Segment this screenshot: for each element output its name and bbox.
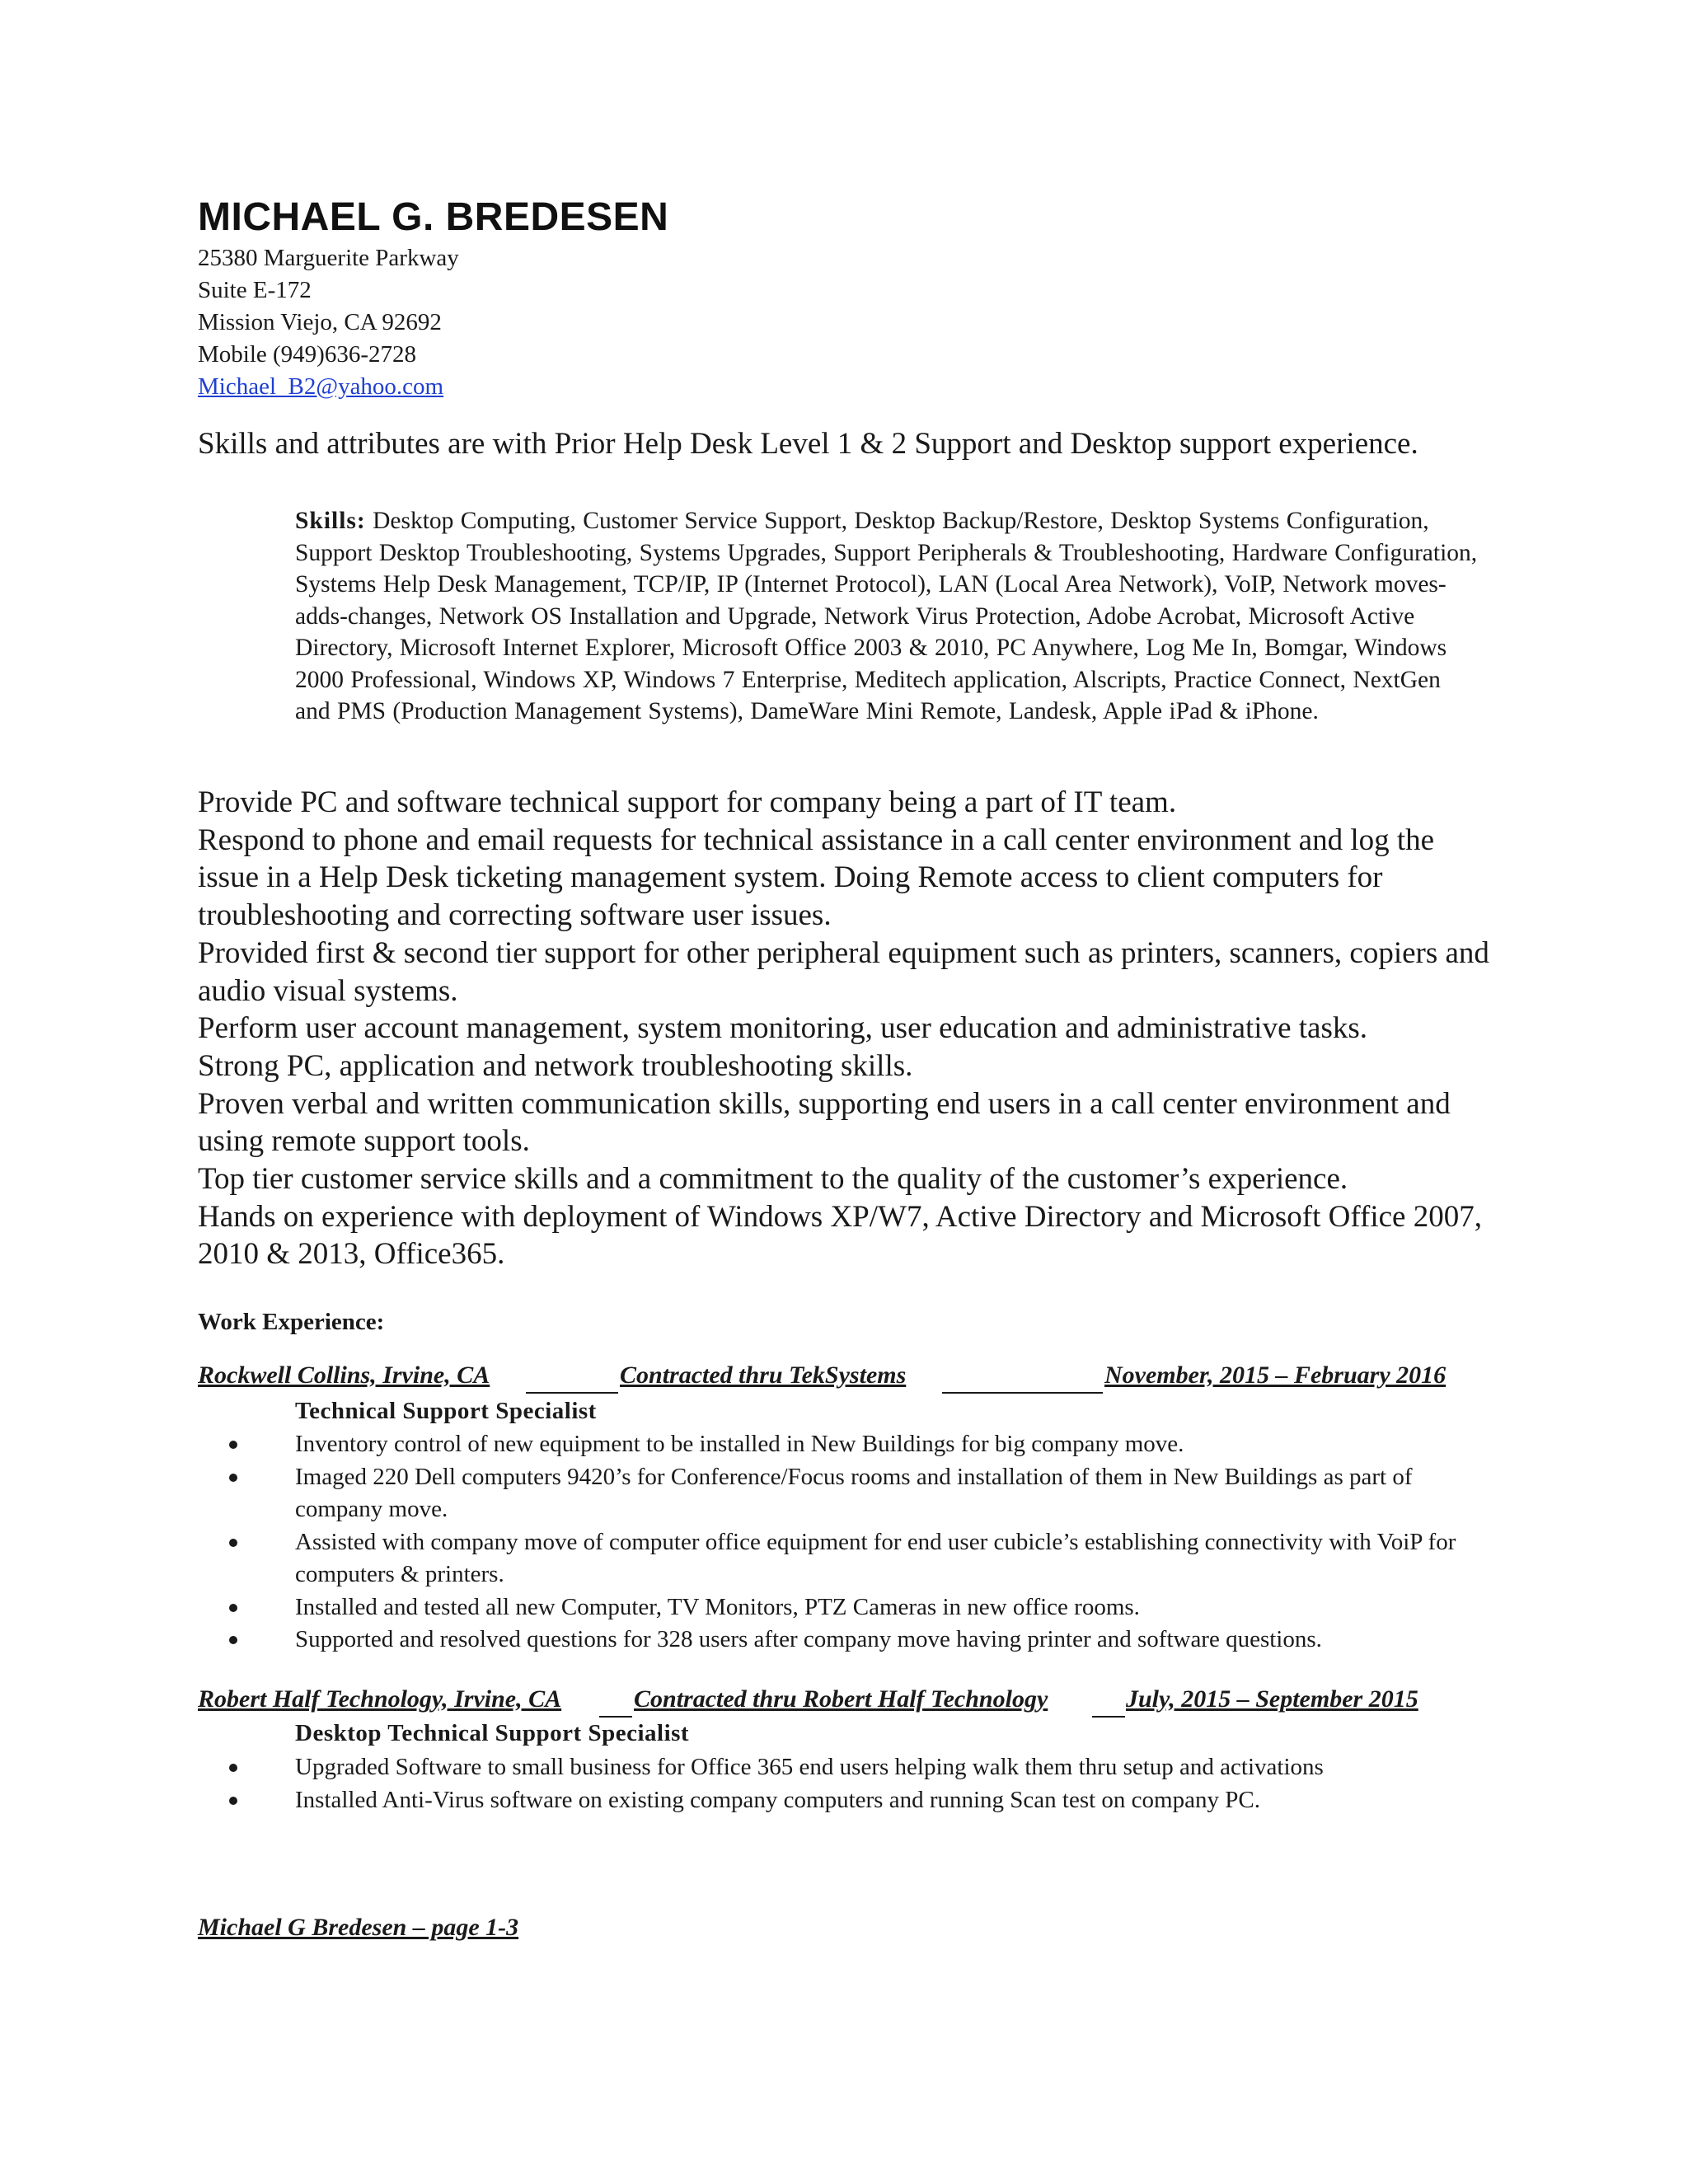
skills-label: Skills: (295, 508, 366, 534)
phone-number: Mobile (949)636-2728 (198, 341, 416, 368)
job-contract: Contracted thru Robert Half Technology (634, 1685, 1048, 1713)
skills-paragraph (295, 505, 1482, 728)
applicant-name: MICHAEL G. BREDESEN (198, 195, 669, 239)
summary-line: Hands on experience with deployment of Windows XP/W7, Active Directory and Microsoft Office 2007, 2010 & 2013, Office365. (198, 1199, 1482, 1272)
address-line-3: Mission Viejo, CA 92692 (198, 309, 442, 335)
email-link[interactable]: Michael_B2@yahoo.com (198, 373, 444, 400)
job-dates: November, 2015 – February 2016 (1104, 1361, 1447, 1389)
underline-gap (599, 1716, 632, 1718)
list-item: Upgraded Software to small business for Office 365 end users helping walk them thru setup and activations (229, 1751, 1490, 1784)
job-contract: Contracted thru TekSystems (620, 1361, 907, 1389)
job-company: Rockwell Collins, Irvine, CA (198, 1361, 490, 1389)
address-line-1: 25380 Marguerite Parkway (198, 245, 459, 271)
list-item: Supported and resolved questions for 328 users after company move having printer and software questions. (229, 1624, 1490, 1657)
job-title: Technical Support Specialist (295, 1398, 597, 1424)
list-item: Installed and tested all new Computer, TV Monitors, PTZ Cameras in new office rooms. (229, 1591, 1490, 1624)
work-experience-heading: Work Experience: (198, 1309, 385, 1335)
underline-gap (1092, 1716, 1125, 1718)
job-header (198, 1685, 1451, 1718)
skills-intro: Skills and attributes are with Prior Help Desk Level 1 & 2 Support and Desktop support experience. (198, 427, 1418, 461)
underline-gap (526, 1392, 618, 1394)
contact-block (198, 242, 459, 403)
address-line-2: Suite E-172 (198, 277, 312, 303)
skills-text: Desktop Computing, Customer Service Support, Desktop Backup/Restore, Desktop Systems Configuration, Support Desktop Troubleshooting, Systems Upgrades, Support Peripherals & Troubleshooting, Hardware Configuration, Systems Help Desk Management, TCP/IP, IP (Internet Protocol), LAN (Local Area Network), VoIP, Network moves-adds-changes, Network OS Installation and Upgrade, Network Virus Protection, Adobe Acrobat, Microsoft Active Directory, Microsoft Internet Explorer, Microsoft Office 2003 & 2010, PC Anywhere, Log Me In, Bomgar, Windows 2000 Professional, Windows XP, Windows 7 Enterprise, Meditech application, Alscripts, Practice Connect, NextGen and PMS (Production Management Systems), DameWare Mini Remote, Landesk, Apple iPad & iPhone. (295, 508, 1478, 724)
summary-line: Provided first & second tier support for other peripheral equipment such as printers, scanners, copiers and audio visual systems. (198, 935, 1489, 1008)
list-item: Installed Anti-Virus software on existing company computers and running Scan test on company PC. (229, 1784, 1490, 1817)
job-duties-list (229, 1428, 1490, 1657)
summary-line: Perform user account management, system monitoring, user education and administrative tasks. (198, 1011, 1367, 1046)
list-item: Inventory control of new equipment to be installed in New Buildings for big company move. (229, 1428, 1490, 1461)
job-duties-list (229, 1751, 1490, 1816)
job-header (198, 1361, 1451, 1394)
underline-gap (942, 1392, 1103, 1394)
summary-line: Provide PC and software technical support for company being a part of IT team. (198, 785, 1177, 819)
list-item: Assisted with company move of computer office equipment for end user cubicle’s establishing connectivity with VoiP for computers & printers. (229, 1526, 1490, 1591)
summary-line: Respond to phone and email requests for technical assistance in a call center environment and log the issue in a Help Desk ticketing management system. Doing Remote access to client computers for troubleshooting and correcting software user issues. (198, 823, 1435, 933)
job-company: Robert Half Technology, Irvine, CA (198, 1685, 562, 1713)
summary-line: Proven verbal and written communication skills, supporting end users in a call center environment and using remote support tools. (198, 1086, 1451, 1159)
summary-section (198, 784, 1492, 1273)
job-dates: July, 2015 – September 2015 (1126, 1685, 1418, 1713)
job-title: Desktop Technical Support Specialist (295, 1720, 690, 1746)
summary-line: Top tier customer service skills and a commitment to the quality of the customer’s experience. (198, 1162, 1348, 1197)
page-footer: Michael G Bredesen – page 1-3 (198, 1914, 519, 1941)
summary-line: Strong PC, application and network troubleshooting skills. (198, 1048, 913, 1083)
list-item: Imaged 220 Dell computers 9420’s for Conference/Focus rooms and installation of them in New Buildings as part of company move. (229, 1461, 1490, 1526)
